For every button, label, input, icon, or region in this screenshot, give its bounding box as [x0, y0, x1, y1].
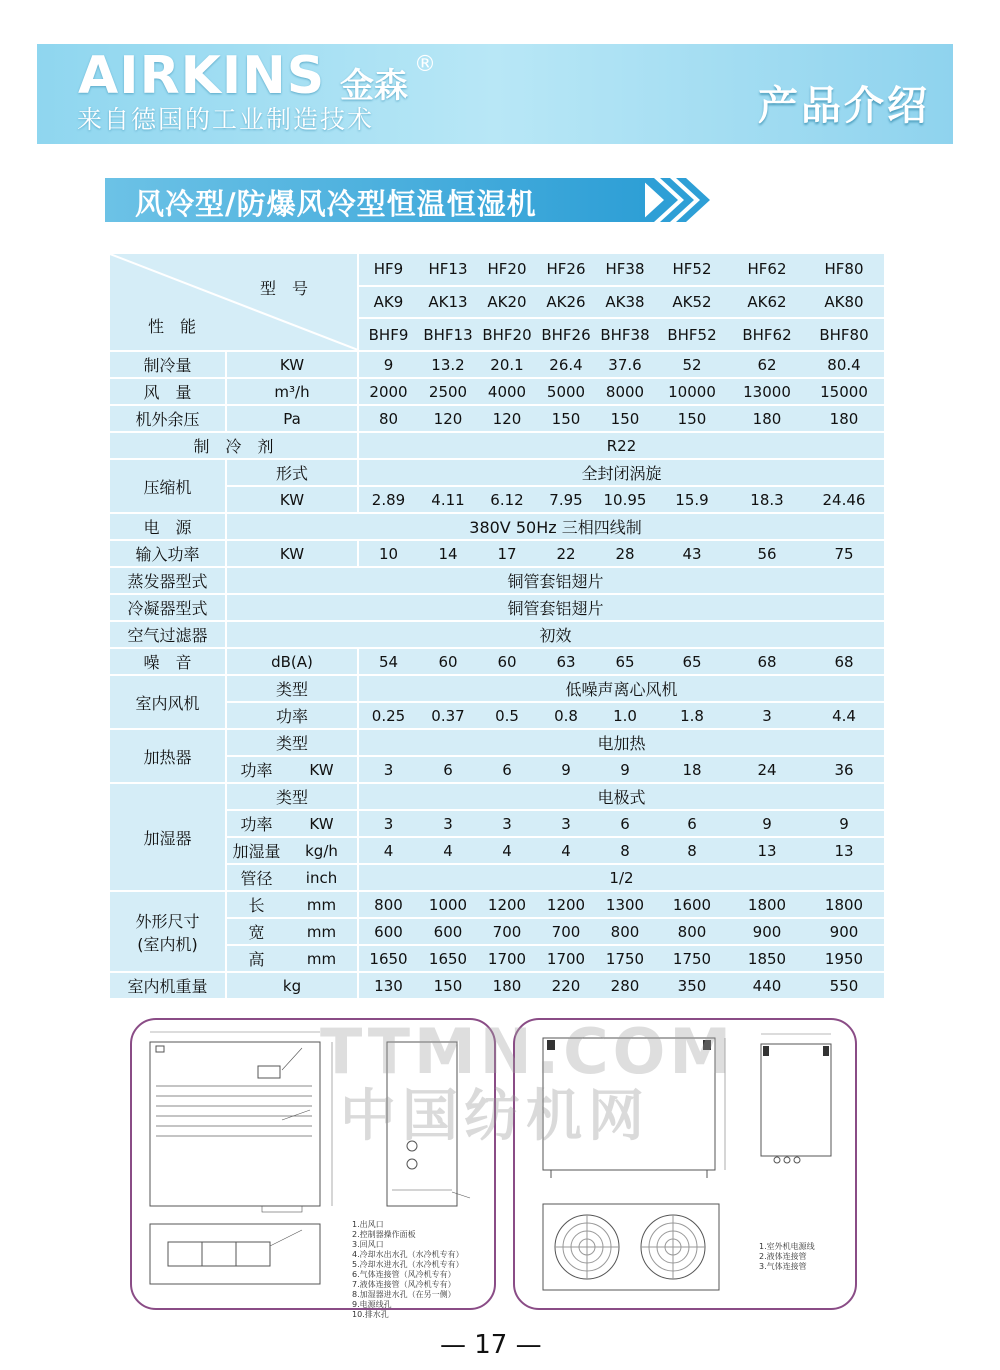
- watermark-line2: 中国纺机网: [340, 1084, 650, 1149]
- table-row: [110, 675, 884, 702]
- page-title-bar: [105, 178, 645, 222]
- cell: 75: [804, 540, 884, 567]
- legend-item: 1.室外机电源线: [759, 1242, 815, 1251]
- model-ak: AK9: [358, 286, 418, 319]
- cell: 8: [654, 837, 730, 864]
- cell: 800: [358, 891, 418, 918]
- cell: 800: [596, 918, 654, 945]
- model-hf: HF62: [730, 254, 804, 286]
- model-hf: HF20: [478, 254, 536, 286]
- cell: 26.4: [536, 351, 596, 378]
- cell: 15000: [804, 378, 884, 405]
- model-bhf: BHF62: [730, 318, 804, 351]
- row-label: 机外余压: [110, 405, 226, 432]
- cell: 2000: [358, 378, 418, 405]
- cell: 铜管套铝翅片: [226, 567, 884, 594]
- registered-mark: ®: [414, 52, 436, 77]
- table-row: [110, 594, 884, 621]
- cell: 60: [418, 648, 478, 675]
- cell: 3: [478, 810, 536, 837]
- cell: 65: [596, 648, 654, 675]
- table-row: [110, 513, 884, 540]
- cell: 铜管套铝翅片: [226, 594, 884, 621]
- row-sublabel: 类型: [226, 783, 358, 810]
- legend-item: 1.出风口: [352, 1220, 384, 1229]
- table-row: [110, 648, 884, 675]
- watermark-line1: TTMN.COM: [320, 1015, 736, 1088]
- cell: 0.37: [418, 702, 478, 729]
- model-bhf: BHF52: [654, 318, 730, 351]
- row-unit: m³/h: [226, 378, 358, 405]
- cell: 9: [536, 756, 596, 783]
- cell: 700: [478, 918, 536, 945]
- cell: 1750: [654, 945, 730, 972]
- cell: R22: [358, 432, 884, 459]
- model-bhf: BHF26: [536, 318, 596, 351]
- row-sublabel: 宽: [226, 918, 286, 945]
- table-row: [110, 891, 884, 918]
- head-model: 型 号: [260, 279, 309, 298]
- legend-item: 3.回风口: [352, 1240, 384, 1249]
- cell: 1650: [418, 945, 478, 972]
- cell: 43: [654, 540, 730, 567]
- model-hf: HF80: [804, 254, 884, 286]
- table-row: [110, 972, 884, 999]
- table-row: [110, 486, 884, 513]
- row-sublabel: 功率: [226, 702, 358, 729]
- row-unit: KW: [286, 756, 358, 783]
- model-hf: HF13: [418, 254, 478, 286]
- table-row: [110, 864, 884, 891]
- model-hf: HF38: [596, 254, 654, 286]
- row-unit: Pa: [226, 405, 358, 432]
- row-label: 制 冷 剂: [110, 432, 358, 459]
- cell: 6.12: [478, 486, 536, 513]
- cell: 180: [804, 405, 884, 432]
- dim-label-1: 外形尺寸: [135, 911, 200, 931]
- cell: 1600: [654, 891, 730, 918]
- cell: 0.25: [358, 702, 418, 729]
- cell: 13.2: [418, 351, 478, 378]
- header-corner: [110, 254, 358, 351]
- cell: 3: [730, 702, 804, 729]
- page-title: 风冷型/防爆风冷型恒温恒湿机: [135, 187, 537, 221]
- cell: 600: [358, 918, 418, 945]
- legend-item: 9.电源线孔: [352, 1300, 392, 1309]
- legend-item: 6.气体连接管（风冷机专有）: [352, 1270, 456, 1279]
- cell: 6: [418, 756, 478, 783]
- cell: 280: [596, 972, 654, 999]
- cell: 6: [478, 756, 536, 783]
- cell: 63: [536, 648, 596, 675]
- row-unit: KW: [226, 486, 358, 513]
- cell: 1750: [596, 945, 654, 972]
- legend-item: 4.冷却水出水孔（水冷机专有）: [352, 1250, 464, 1259]
- cell: 4: [418, 837, 478, 864]
- legend-item: 7.液体连接管（风冷机专有）: [352, 1280, 456, 1289]
- model-hf: HF9: [358, 254, 418, 286]
- table-row: [110, 459, 884, 486]
- cell: 24: [730, 756, 804, 783]
- cell: 8000: [596, 378, 654, 405]
- cell: 180: [730, 405, 804, 432]
- title-stripes-icon: [640, 178, 720, 222]
- cell: 150: [596, 405, 654, 432]
- cell: 150: [536, 405, 596, 432]
- section-label: 产品介绍: [758, 83, 930, 129]
- tagline: 来自德国的工业制造技术: [77, 105, 375, 134]
- cell: 5000: [536, 378, 596, 405]
- cell: 24.46: [804, 486, 884, 513]
- table-row: [110, 351, 884, 378]
- cell: 1.0: [596, 702, 654, 729]
- cell: 22: [536, 540, 596, 567]
- cell: 380V 50Hz 三相四线制: [226, 513, 884, 540]
- cell: 18.3: [730, 486, 804, 513]
- table-row: [110, 918, 884, 945]
- row-unit: KW: [226, 351, 358, 378]
- cell: 600: [418, 918, 478, 945]
- model-bhf: BHF20: [478, 318, 536, 351]
- cell: 56: [730, 540, 804, 567]
- row-unit: kg/h: [286, 837, 358, 864]
- cell: 2.89: [358, 486, 418, 513]
- legend-item: 5.冷却水进水孔（水冷机专有）: [352, 1260, 464, 1269]
- cell: 1200: [536, 891, 596, 918]
- row-unit: KW: [286, 810, 358, 837]
- cell: 120: [418, 405, 478, 432]
- table-row: [110, 783, 884, 810]
- legend-item: 10.排水孔: [352, 1310, 389, 1319]
- legend-item: 8.加湿器进水孔（在另一侧）: [352, 1290, 456, 1299]
- cell: 9: [804, 810, 884, 837]
- page-number: — 17 —: [440, 1330, 542, 1360]
- cell: 3: [358, 756, 418, 783]
- cell: 7.95: [536, 486, 596, 513]
- cell: 1950: [804, 945, 884, 972]
- cell: 6: [596, 810, 654, 837]
- row-label: 蒸发器型式: [110, 567, 226, 594]
- cell: 54: [358, 648, 418, 675]
- cell: 13000: [730, 378, 804, 405]
- model-hf: HF52: [654, 254, 730, 286]
- model-ak: AK26: [536, 286, 596, 319]
- cell: 18: [654, 756, 730, 783]
- row-label: 冷凝器型式: [110, 594, 226, 621]
- model-ak: AK38: [596, 286, 654, 319]
- cell: 0.5: [478, 702, 536, 729]
- cell: 1000: [418, 891, 478, 918]
- cell: 3: [536, 810, 596, 837]
- legend-item: 2.控制器操作面板: [352, 1230, 416, 1239]
- row-sublabel: 长: [226, 891, 286, 918]
- cell: 4.4: [804, 702, 884, 729]
- row-sublabel: 类型: [226, 729, 358, 756]
- row-unit: inch: [286, 864, 358, 891]
- cell: 180: [478, 972, 536, 999]
- cell: 9: [596, 756, 654, 783]
- cell: 80.4: [804, 351, 884, 378]
- model-ak: AK80: [804, 286, 884, 319]
- row-unit: mm: [286, 891, 358, 918]
- model-bhf: BHF80: [804, 318, 884, 351]
- row-label: 室内风机: [110, 675, 226, 729]
- cell: 1300: [596, 891, 654, 918]
- dim-label-2: (室内机): [137, 934, 198, 954]
- table-row: [110, 567, 884, 594]
- row-label: 制冷量: [110, 351, 226, 378]
- cell: 68: [730, 648, 804, 675]
- table-row: [110, 432, 884, 459]
- cell: 150: [418, 972, 478, 999]
- table-row: [110, 621, 884, 648]
- row-sublabel: 管径: [226, 864, 286, 891]
- cell: 2500: [418, 378, 478, 405]
- cell: 6: [654, 810, 730, 837]
- row-sublabel: 类型: [226, 675, 358, 702]
- cell: 62: [730, 351, 804, 378]
- cell: 220: [536, 972, 596, 999]
- cell: 350: [654, 972, 730, 999]
- cell: 10: [358, 540, 418, 567]
- cell: 1800: [730, 891, 804, 918]
- cell: 低噪声离心风机: [358, 675, 884, 702]
- model-hf: HF26: [536, 254, 596, 286]
- row-unit: KW: [226, 540, 358, 567]
- cell: 52: [654, 351, 730, 378]
- table-row: [110, 378, 884, 405]
- cell: 9: [358, 351, 418, 378]
- table-row: [110, 702, 884, 729]
- cell: 电加热: [358, 729, 884, 756]
- table-row: [110, 540, 884, 567]
- cell: 20.1: [478, 351, 536, 378]
- cell: 电极式: [358, 783, 884, 810]
- cell: 1650: [358, 945, 418, 972]
- cell: 150: [654, 405, 730, 432]
- cell: 4.11: [418, 486, 478, 513]
- cell: 13: [730, 837, 804, 864]
- row-sublabel: 功率: [226, 810, 286, 837]
- row-label: 室内机重量: [110, 972, 226, 999]
- cell: 37.6: [596, 351, 654, 378]
- model-ak: AK62: [730, 286, 804, 319]
- cell: 440: [730, 972, 804, 999]
- cell: 10.95: [596, 486, 654, 513]
- row-sublabel: 形式: [226, 459, 358, 486]
- cell: 15.9: [654, 486, 730, 513]
- cell: 900: [804, 918, 884, 945]
- cell: 3: [418, 810, 478, 837]
- cell: 初效: [226, 621, 884, 648]
- cell: 1200: [478, 891, 536, 918]
- row-label: 噪 音: [110, 648, 226, 675]
- head-perf: 性 能: [148, 317, 197, 336]
- row-sublabel: 高: [226, 945, 286, 972]
- model-ak: AK20: [478, 286, 536, 319]
- cell: 1850: [730, 945, 804, 972]
- row-sublabel: 加湿量: [226, 837, 286, 864]
- cell: 1/2: [358, 864, 884, 891]
- row-label: 空气过滤器: [110, 621, 226, 648]
- brand-cn: 金森: [340, 66, 408, 106]
- brand-logo: AIRKINS: [78, 46, 326, 106]
- outdoor-legend: [759, 1242, 815, 1272]
- cell: 900: [730, 918, 804, 945]
- model-bhf: BHF38: [596, 318, 654, 351]
- row-label: 输入功率: [110, 540, 226, 567]
- legend-item: 3.气体连接管: [759, 1262, 807, 1271]
- cell: 0.8: [536, 702, 596, 729]
- cell: 13: [804, 837, 884, 864]
- cell: 60: [478, 648, 536, 675]
- cell: 1700: [536, 945, 596, 972]
- table-row: [110, 405, 884, 432]
- model-bhf: BHF13: [418, 318, 478, 351]
- table-row: [110, 729, 884, 756]
- spec-table: [110, 254, 884, 1000]
- table-row: [110, 837, 884, 864]
- cell: 8: [596, 837, 654, 864]
- table-row: [110, 810, 884, 837]
- cell: 28: [596, 540, 654, 567]
- cell: 9: [730, 810, 804, 837]
- indoor-legend: [352, 1220, 464, 1320]
- table-row: [110, 756, 884, 783]
- cell: 4000: [478, 378, 536, 405]
- row-label: [110, 891, 226, 972]
- cell: 17: [478, 540, 536, 567]
- cell: 130: [358, 972, 418, 999]
- row-label: 电 源: [110, 513, 226, 540]
- cell: 120: [478, 405, 536, 432]
- cell: 1700: [478, 945, 536, 972]
- row-unit: kg: [226, 972, 358, 999]
- row-sublabel: 功率: [226, 756, 286, 783]
- row-unit: mm: [286, 918, 358, 945]
- row-unit: dB(A): [226, 648, 358, 675]
- cell: 14: [418, 540, 478, 567]
- model-bhf: BHF9: [358, 318, 418, 351]
- model-ak: AK52: [654, 286, 730, 319]
- cell: 4: [358, 837, 418, 864]
- model-ak: AK13: [418, 286, 478, 319]
- row-label: 加湿器: [110, 783, 226, 891]
- cell: 36: [804, 756, 884, 783]
- cell: 1.8: [654, 702, 730, 729]
- cell: 10000: [654, 378, 730, 405]
- row-unit: mm: [286, 945, 358, 972]
- cell: 550: [804, 972, 884, 999]
- cell: 4: [536, 837, 596, 864]
- row-label: 风 量: [110, 378, 226, 405]
- cell: 4: [478, 837, 536, 864]
- cell: 3: [358, 810, 418, 837]
- legend-item: 2.液体连接管: [759, 1252, 807, 1261]
- cell: 1800: [804, 891, 884, 918]
- table-row: [110, 945, 884, 972]
- row-label: 压缩机: [110, 459, 226, 513]
- cell: 68: [804, 648, 884, 675]
- cell: 80: [358, 405, 418, 432]
- cell: 全封闭涡旋: [358, 459, 884, 486]
- cell: 700: [536, 918, 596, 945]
- cell: 65: [654, 648, 730, 675]
- row-label: 加热器: [110, 729, 226, 783]
- table-row: [110, 254, 884, 286]
- cell: 800: [654, 918, 730, 945]
